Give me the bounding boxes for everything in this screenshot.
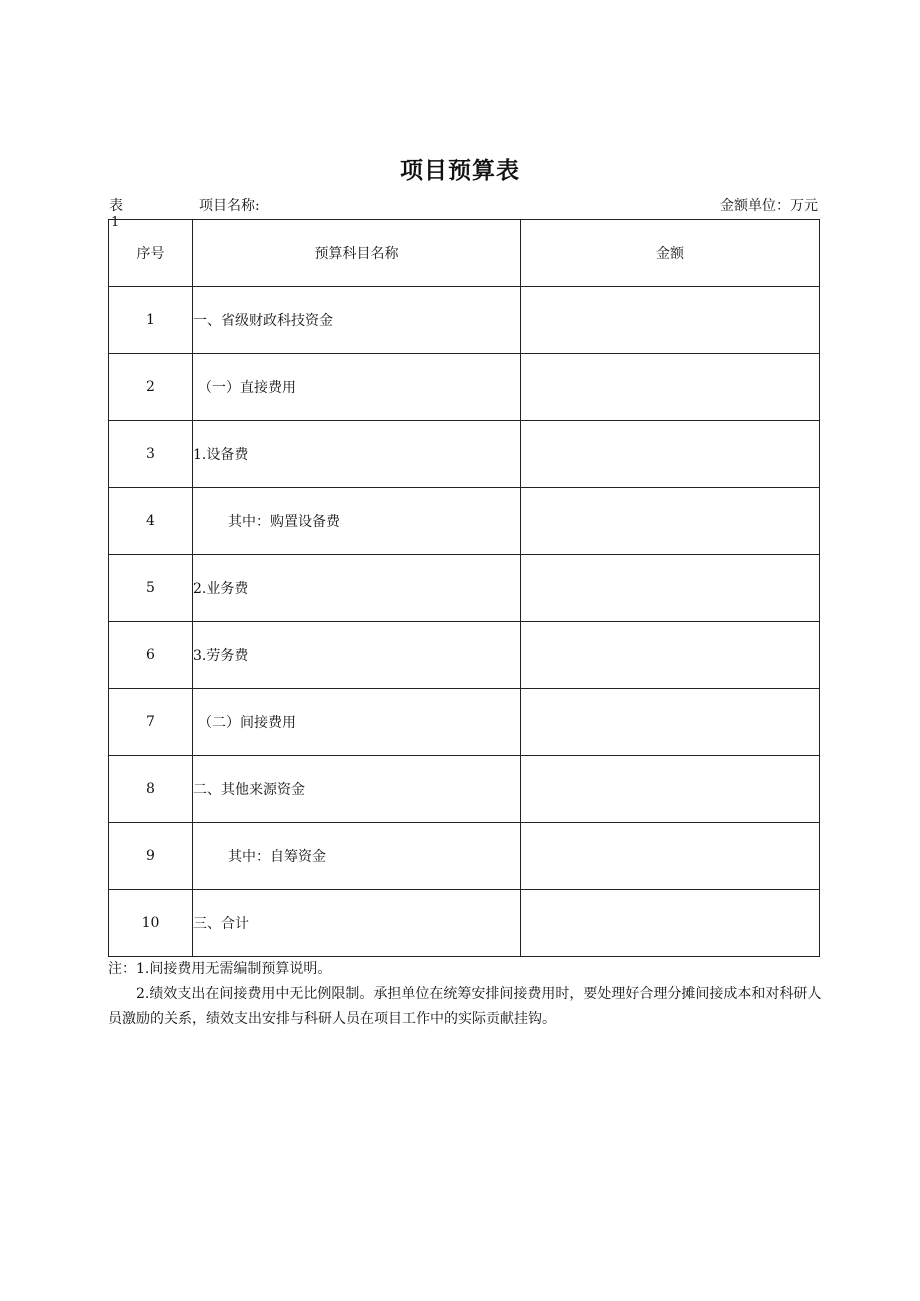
row-name: 2.业务费 [193,555,521,622]
notes [108,957,828,1032]
table-row [109,488,820,555]
table-row [109,756,820,823]
row-name: 3.劳务费 [193,622,521,689]
table-row [109,689,820,756]
row-amount-cell[interactable] [521,421,820,488]
row-name: 二、其他来源资金 [193,756,521,823]
row-amount-cell[interactable] [521,555,820,622]
table-row [109,287,820,354]
row-amount-cell[interactable] [521,287,820,354]
column-header-name: 预算科目名称 [193,220,521,287]
table-number: 1 [111,215,120,230]
row-amount-cell[interactable] [521,488,820,555]
row-seq: 7 [109,689,193,756]
column-header-seq: 序号 [109,220,193,287]
table-row [109,890,820,957]
table-label: 表 [109,198,123,214]
row-name: 1.设备费 [193,421,521,488]
column-header-amount: 金额 [521,220,820,287]
row-seq: 6 [109,622,193,689]
row-seq: 9 [109,823,193,890]
row-seq: 10 [109,890,193,957]
note-1: 注：1.间接费用无需编制预算说明。 [108,961,332,977]
page-title: 项目预算表 [400,158,520,184]
table-row [109,823,820,890]
row-name: （一）直接费用 [193,354,521,421]
row-name: 一、省级财政科技资金 [193,287,521,354]
row-name: 其中：自筹资金 [193,823,521,890]
note-2: 2.绩效支出在间接费用中无比例限制。承担单位在统筹安排间接费用时，要处理好合理分摊间接成本和对科研人员激励的关系，绩效支出安排与科研人员在项目工作中的实际贡献挂钩。 [108,986,822,1027]
row-seq: 3 [109,421,193,488]
project-name-label: 项目名称: [199,198,260,214]
row-amount-cell[interactable] [521,756,820,823]
table-row [109,421,820,488]
budget-table [108,219,820,957]
table-header-row [109,220,820,287]
row-seq: 8 [109,756,193,823]
row-amount-cell[interactable] [521,823,820,890]
table-row [109,354,820,421]
row-name: 三、合计 [193,890,521,957]
table-row [109,555,820,622]
row-seq: 4 [109,488,193,555]
row-name: 其中：购置设备费 [193,488,521,555]
table-row [109,622,820,689]
row-seq: 5 [109,555,193,622]
amount-unit-label: 金额单位：万元 [720,198,818,214]
row-amount-cell[interactable] [521,354,820,421]
row-seq: 2 [109,354,193,421]
row-seq: 1 [109,287,193,354]
row-amount-cell[interactable] [521,622,820,689]
row-amount-cell[interactable] [521,890,820,957]
row-amount-cell[interactable] [521,689,820,756]
row-name: （二）间接费用 [193,689,521,756]
